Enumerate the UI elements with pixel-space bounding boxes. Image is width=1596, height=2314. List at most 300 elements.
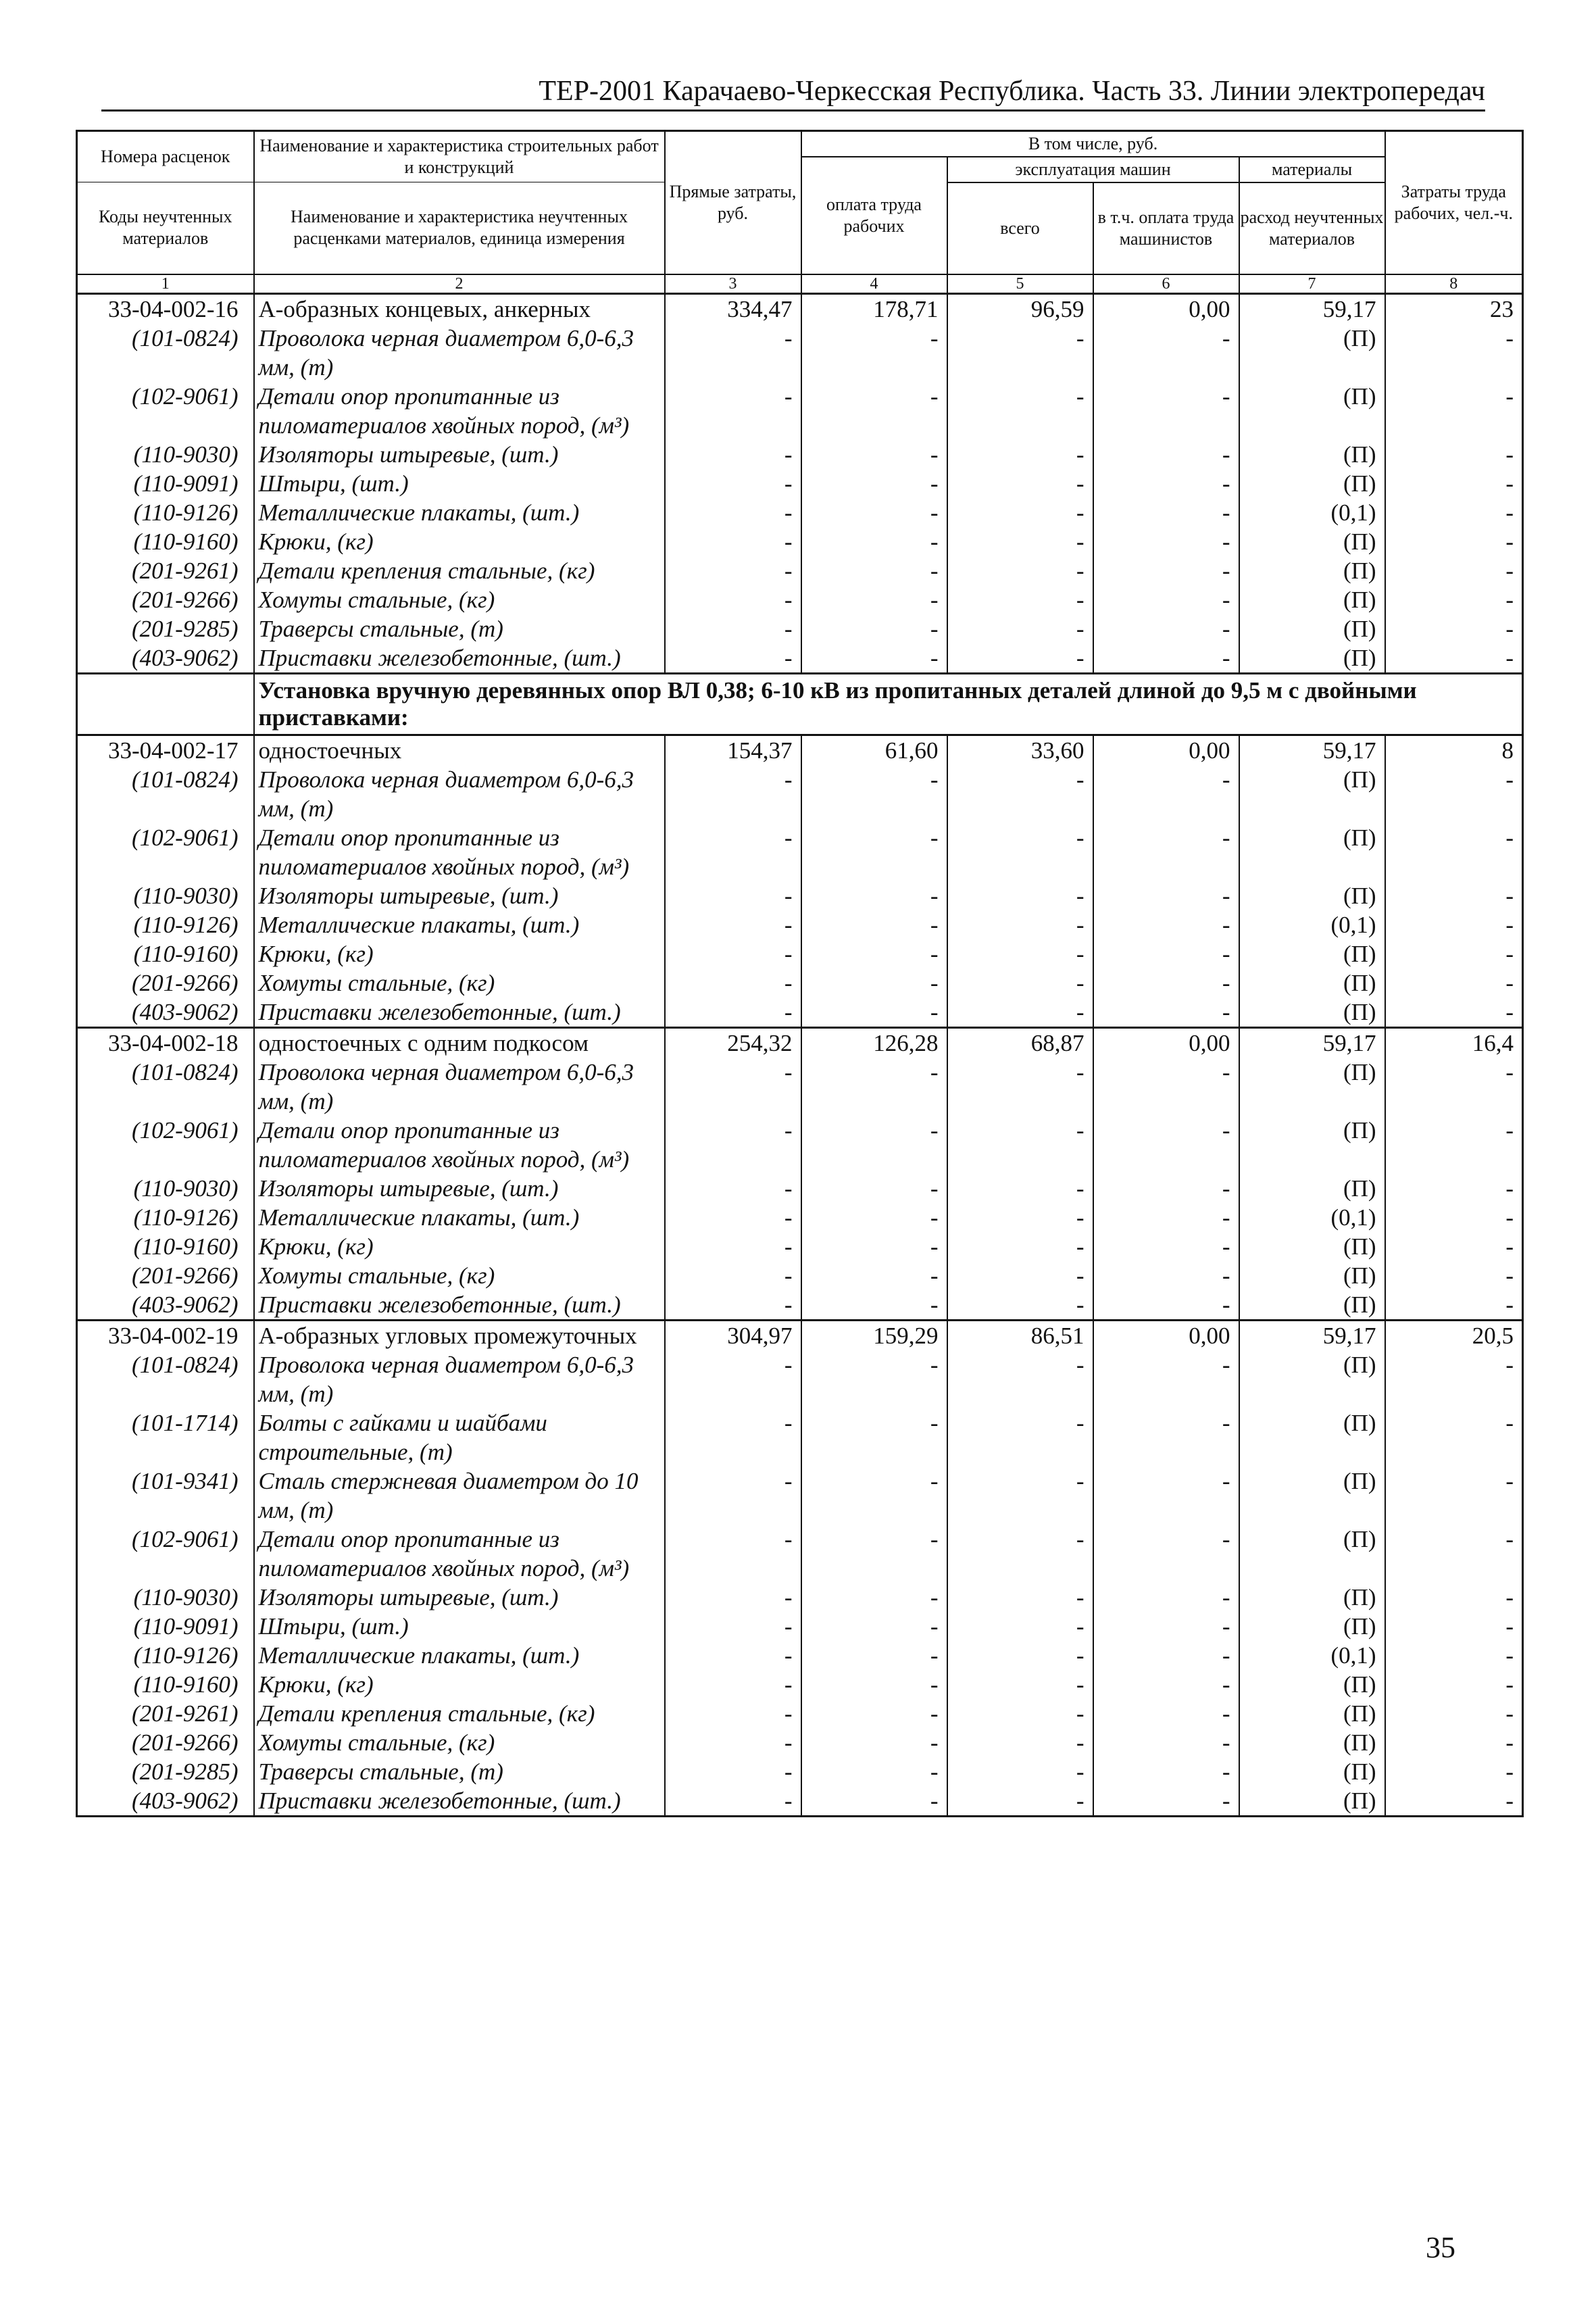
materials-value: (П) xyxy=(1239,881,1385,910)
header-name-bottom: Наименование и характеристика неучтенных расценками материалов, единица измерения xyxy=(254,182,665,274)
labor-pay: - xyxy=(801,527,947,556)
row-code: (101-0824) xyxy=(77,324,254,382)
direct-cost: - xyxy=(665,1786,801,1817)
direct-cost: - xyxy=(665,1116,801,1174)
row-name: А-образных угловых промежуточных xyxy=(254,1320,665,1350)
row-code: (110-9030) xyxy=(77,1583,254,1612)
machinists-pay: 0,00 xyxy=(1093,293,1239,324)
machinists-pay: - xyxy=(1093,614,1239,643)
material-row xyxy=(77,1699,1523,1728)
row-name: Детали опор пропитанные из пиломатериалов хвойных пород, (м³) xyxy=(254,823,665,881)
header-codes-top: Номера расценок xyxy=(77,131,254,182)
header-machines: эксплуатация машин xyxy=(947,157,1239,182)
column-number: 4 xyxy=(801,274,947,294)
material-row xyxy=(77,1583,1523,1612)
materials-value: (П) xyxy=(1239,382,1385,440)
machinists-pay: 0,00 xyxy=(1093,1320,1239,1350)
machinists-pay: - xyxy=(1093,1116,1239,1174)
machinists-pay: - xyxy=(1093,998,1239,1028)
row-name: Металлические плакаты, (шт.) xyxy=(254,910,665,939)
row-name: Приставки железобетонные, (шт.) xyxy=(254,998,665,1028)
labor-pay: 61,60 xyxy=(801,735,947,765)
row-code: (403-9062) xyxy=(77,643,254,674)
row-code: (110-9126) xyxy=(77,910,254,939)
labor-hours: - xyxy=(1505,1351,1514,1378)
row-code: (110-9160) xyxy=(77,1232,254,1261)
labor-hours: - xyxy=(1505,1204,1514,1231)
direct-cost: - xyxy=(665,585,801,614)
direct-cost: - xyxy=(665,1467,801,1525)
labor-pay: - xyxy=(801,1728,947,1757)
labor-pay: - xyxy=(801,498,947,527)
machines-total: - xyxy=(947,527,1093,556)
labor-pay: - xyxy=(801,1232,947,1261)
material-row xyxy=(77,1116,1523,1174)
labor-hours: - xyxy=(1505,383,1514,410)
machinists-pay: - xyxy=(1093,382,1239,440)
machines-total: - xyxy=(947,939,1093,968)
machines-total: - xyxy=(947,968,1093,998)
labor-hours: - xyxy=(1505,824,1514,851)
row-name: Крюки, (кг) xyxy=(254,1232,665,1261)
materials-value: 59,17 xyxy=(1239,1320,1385,1350)
rate-row xyxy=(77,1027,1523,1058)
materials-value: (П) xyxy=(1239,324,1385,382)
row-code: (110-9030) xyxy=(77,440,254,469)
machines-total: - xyxy=(947,614,1093,643)
machines-total: 86,51 xyxy=(947,1320,1093,1350)
row-code: 33-04-002-18 xyxy=(77,1027,254,1058)
labor-pay: - xyxy=(801,1116,947,1174)
machinists-pay: - xyxy=(1093,527,1239,556)
material-row xyxy=(77,556,1523,585)
direct-cost: - xyxy=(665,440,801,469)
machines-total: - xyxy=(947,643,1093,674)
row-name: А-образных концевых, анкерных xyxy=(254,293,665,324)
row-name: Хомуты стальные, (кг) xyxy=(254,585,665,614)
row-code: (201-9285) xyxy=(77,614,254,643)
machines-total: - xyxy=(947,1408,1093,1467)
machines-total: - xyxy=(947,1232,1093,1261)
material-row xyxy=(77,1174,1523,1203)
materials-value: (П) xyxy=(1239,1583,1385,1612)
row-name: Траверсы стальные, (т) xyxy=(254,614,665,643)
machines-total: - xyxy=(947,765,1093,823)
machines-total: - xyxy=(947,1058,1093,1116)
material-row xyxy=(77,324,1523,382)
row-name: Крюки, (кг) xyxy=(254,1670,665,1699)
machinists-pay: - xyxy=(1093,1641,1239,1670)
column-number: 3 xyxy=(665,274,801,294)
machines-total: 68,87 xyxy=(947,1027,1093,1058)
row-code: (110-9126) xyxy=(77,498,254,527)
machines-total: - xyxy=(947,1641,1093,1670)
table-header xyxy=(77,131,1523,294)
machines-total: - xyxy=(947,1612,1093,1641)
materials-value: (П) xyxy=(1239,614,1385,643)
row-name: Детали опор пропитанные из пиломатериалов хвойных пород, (м³) xyxy=(254,382,665,440)
labor-hours: - xyxy=(1505,1758,1514,1785)
material-row xyxy=(77,968,1523,998)
page-header: ТЕР-2001 Карачаево-Черкесская Республика. Часть 33. Линии электропередач xyxy=(101,76,1485,112)
materials-value: (П) xyxy=(1239,1699,1385,1728)
labor-pay: - xyxy=(801,1467,947,1525)
material-row xyxy=(77,1757,1523,1786)
direct-cost: - xyxy=(665,765,801,823)
row-name: Детали опор пропитанные из пиломатериалов хвойных пород, (м³) xyxy=(254,1116,665,1174)
machines-total: - xyxy=(947,1525,1093,1583)
row-code: (403-9062) xyxy=(77,1290,254,1321)
labor-pay: 178,71 xyxy=(801,293,947,324)
labor-hours: - xyxy=(1385,998,1523,1028)
material-row xyxy=(77,585,1523,614)
labor-hours: - xyxy=(1505,1671,1514,1698)
labor-pay: - xyxy=(801,614,947,643)
header-machinists-pay: в т.ч. оплата труда машинистов xyxy=(1093,182,1239,274)
row-name: Металлические плакаты, (шт.) xyxy=(254,498,665,527)
section-heading: Установка вручную деревянных опор ВЛ 0,38; 6-10 кВ из пропитанных деталей длиной до 9,5 м с двойными приставками: xyxy=(254,673,1523,735)
row-name: Хомуты стальные, (кг) xyxy=(254,968,665,998)
materials-value: (П) xyxy=(1239,1290,1385,1321)
direct-cost: - xyxy=(665,1058,801,1116)
machinists-pay: - xyxy=(1093,324,1239,382)
labor-hours: - xyxy=(1505,1175,1514,1202)
machines-total: - xyxy=(947,998,1093,1028)
material-row xyxy=(77,1350,1523,1408)
labor-hours: 20,5 xyxy=(1472,1322,1514,1349)
labor-pay: - xyxy=(801,1670,947,1699)
materials-value: (П) xyxy=(1239,1174,1385,1203)
labor-hours: - xyxy=(1505,1058,1514,1085)
labor-hours: - xyxy=(1505,1613,1514,1640)
machinists-pay: - xyxy=(1093,498,1239,527)
labor-pay: - xyxy=(801,765,947,823)
row-name: Хомуты стальные, (кг) xyxy=(254,1728,665,1757)
labor-pay: - xyxy=(801,1699,947,1728)
direct-cost: 254,32 xyxy=(665,1027,801,1058)
row-code: (403-9062) xyxy=(77,998,254,1028)
row-code: (110-9030) xyxy=(77,881,254,910)
direct-cost: - xyxy=(665,1699,801,1728)
row-code: (201-9261) xyxy=(77,1699,254,1728)
material-row xyxy=(77,1408,1523,1467)
row-name: Изоляторы штыревые, (шт.) xyxy=(254,440,665,469)
machines-total: - xyxy=(947,1786,1093,1817)
labor-pay: - xyxy=(801,1757,947,1786)
labor-pay: - xyxy=(801,823,947,881)
row-name: одностоечных с одним подкосом xyxy=(254,1027,665,1058)
material-row xyxy=(77,1728,1523,1757)
machines-total: - xyxy=(947,910,1093,939)
labor-pay: - xyxy=(801,1058,947,1116)
row-name: Траверсы стальные, (т) xyxy=(254,1757,665,1786)
header-name-top: Наименование и характеристика строительных работ и конструкций xyxy=(254,131,665,182)
labor-hours: - xyxy=(1505,528,1514,555)
machinists-pay: - xyxy=(1093,910,1239,939)
materials-value: (П) xyxy=(1239,1757,1385,1786)
labor-hours: - xyxy=(1505,766,1514,793)
direct-cost: - xyxy=(665,1290,801,1321)
direct-cost: 304,97 xyxy=(665,1320,801,1350)
labor-pay: - xyxy=(801,585,947,614)
direct-cost: - xyxy=(665,1203,801,1232)
direct-cost: - xyxy=(665,1641,801,1670)
row-code: (101-0824) xyxy=(77,765,254,823)
material-row xyxy=(77,382,1523,440)
row-code: 33-04-002-17 xyxy=(77,735,254,765)
machinists-pay: - xyxy=(1093,1203,1239,1232)
row-code: (102-9061) xyxy=(77,382,254,440)
machines-total: - xyxy=(947,469,1093,498)
labor-pay: - xyxy=(801,1408,947,1467)
rate-row xyxy=(77,735,1523,765)
machinists-pay: - xyxy=(1093,1728,1239,1757)
materials-value: (П) xyxy=(1239,643,1385,674)
labor-pay: - xyxy=(801,1203,947,1232)
materials-value: (П) xyxy=(1239,1670,1385,1699)
machinists-pay: - xyxy=(1093,939,1239,968)
column-number: 8 xyxy=(1385,274,1523,294)
materials-value: (0,1) xyxy=(1239,910,1385,939)
direct-cost: - xyxy=(665,382,801,440)
machinists-pay: - xyxy=(1093,1261,1239,1290)
labor-pay: - xyxy=(801,556,947,585)
row-name: Приставки железобетонные, (шт.) xyxy=(254,1290,665,1321)
material-row xyxy=(77,1525,1523,1583)
labor-hours: - xyxy=(1505,1642,1514,1669)
header-materials-sub: расход неучтенных материалов xyxy=(1239,182,1385,274)
material-row xyxy=(77,1670,1523,1699)
labor-hours: 23 xyxy=(1490,295,1514,322)
row-name: Детали крепления стальные, (кг) xyxy=(254,1699,665,1728)
labor-pay: - xyxy=(801,939,947,968)
materials-value: (П) xyxy=(1239,1261,1385,1290)
direct-cost: - xyxy=(665,910,801,939)
row-code: 33-04-002-19 xyxy=(77,1320,254,1350)
machines-total: - xyxy=(947,1290,1093,1321)
row-code: (201-9266) xyxy=(77,1728,254,1757)
labor-hours: - xyxy=(1505,882,1514,909)
direct-cost: - xyxy=(665,643,801,674)
labor-hours: - xyxy=(1505,615,1514,642)
row-code: (110-9160) xyxy=(77,939,254,968)
row-code: (110-9160) xyxy=(77,1670,254,1699)
materials-value: (П) xyxy=(1239,556,1385,585)
direct-cost: - xyxy=(665,1232,801,1261)
row-code: (101-9341) xyxy=(77,1467,254,1525)
rates-table xyxy=(76,130,1524,1817)
header-machines-total: всего xyxy=(947,182,1093,274)
labor-hours: - xyxy=(1505,1262,1514,1289)
direct-cost: - xyxy=(665,556,801,585)
header-labor-pay: оплата труда рабочих xyxy=(801,157,947,274)
labor-pay: - xyxy=(801,1261,947,1290)
machinists-pay: - xyxy=(1093,1786,1239,1817)
row-name: Болты с гайками и шайбами строительные, (т) xyxy=(254,1408,665,1467)
machinists-pay: - xyxy=(1093,968,1239,998)
row-name: Детали опор пропитанные из пиломатериалов хвойных пород, (м³) xyxy=(254,1525,665,1583)
machines-total: - xyxy=(947,498,1093,527)
column-number: 1 xyxy=(77,274,254,294)
labor-hours: - xyxy=(1385,1786,1523,1817)
row-name: Проволока черная диаметром 6,0-6,3 мм, (т) xyxy=(254,324,665,382)
header-direct: Прямые затраты, руб. xyxy=(665,131,801,274)
row-code: (201-9266) xyxy=(77,968,254,998)
machines-total: - xyxy=(947,1757,1093,1786)
material-row xyxy=(77,614,1523,643)
materials-value: (П) xyxy=(1239,527,1385,556)
direct-cost: - xyxy=(665,614,801,643)
row-code: 33-04-002-16 xyxy=(77,293,254,324)
row-name: Крюки, (кг) xyxy=(254,527,665,556)
materials-value: (П) xyxy=(1239,998,1385,1028)
materials-value: (П) xyxy=(1239,585,1385,614)
machines-total: - xyxy=(947,1583,1093,1612)
labor-pay: 159,29 xyxy=(801,1320,947,1350)
machines-total: - xyxy=(947,1261,1093,1290)
row-code: (110-9126) xyxy=(77,1203,254,1232)
row-code: (101-0824) xyxy=(77,1350,254,1408)
direct-cost: - xyxy=(665,823,801,881)
labor-pay: - xyxy=(801,1525,947,1583)
materials-value: (П) xyxy=(1239,440,1385,469)
materials-value: (0,1) xyxy=(1239,1641,1385,1670)
column-number: 6 xyxy=(1093,274,1239,294)
row-name: Проволока черная диаметром 6,0-6,3 мм, (т) xyxy=(254,765,665,823)
row-name: Изоляторы штыревые, (шт.) xyxy=(254,1174,665,1203)
row-name: Изоляторы штыревые, (шт.) xyxy=(254,1583,665,1612)
row-name: одностоечных xyxy=(254,735,665,765)
machinists-pay: - xyxy=(1093,585,1239,614)
materials-value: (П) xyxy=(1239,1786,1385,1817)
rate-row xyxy=(77,1320,1523,1350)
material-row xyxy=(77,1290,1523,1321)
labor-hours: - xyxy=(1505,557,1514,584)
materials-value: (П) xyxy=(1239,1350,1385,1408)
labor-hours: - xyxy=(1505,940,1514,967)
row-name: Изоляторы штыревые, (шт.) xyxy=(254,881,665,910)
materials-value: (П) xyxy=(1239,968,1385,998)
machinists-pay: - xyxy=(1093,556,1239,585)
materials-value: (П) xyxy=(1239,469,1385,498)
row-name: Проволока черная диаметром 6,0-6,3 мм, (т) xyxy=(254,1058,665,1116)
labor-hours: - xyxy=(1505,1233,1514,1260)
labor-hours: - xyxy=(1505,1467,1514,1494)
material-row xyxy=(77,1786,1523,1817)
machines-total: - xyxy=(947,440,1093,469)
row-code: (102-9061) xyxy=(77,1525,254,1583)
materials-value: (П) xyxy=(1239,765,1385,823)
row-name: Штыри, (шт.) xyxy=(254,469,665,498)
materials-value: (П) xyxy=(1239,823,1385,881)
labor-hours: - xyxy=(1505,911,1514,938)
machinists-pay: - xyxy=(1093,1612,1239,1641)
row-name: Штыри, (шт.) xyxy=(254,1612,665,1641)
material-row xyxy=(77,498,1523,527)
labor-pay: - xyxy=(801,1174,947,1203)
machinists-pay: 0,00 xyxy=(1093,1027,1239,1058)
material-row xyxy=(77,823,1523,881)
labor-hours: - xyxy=(1385,643,1523,674)
material-row xyxy=(77,910,1523,939)
row-name: Металлические плакаты, (шт.) xyxy=(254,1203,665,1232)
materials-value: (П) xyxy=(1239,1728,1385,1757)
row-code: (102-9061) xyxy=(77,1116,254,1174)
row-code: (102-9061) xyxy=(77,823,254,881)
machinists-pay: - xyxy=(1093,823,1239,881)
machinists-pay: 0,00 xyxy=(1093,735,1239,765)
machinists-pay: - xyxy=(1093,1467,1239,1525)
machinists-pay: - xyxy=(1093,643,1239,674)
machinists-pay: - xyxy=(1093,440,1239,469)
machinists-pay: - xyxy=(1093,1525,1239,1583)
materials-value: 59,17 xyxy=(1239,1027,1385,1058)
row-name: Хомуты стальные, (кг) xyxy=(254,1261,665,1290)
header-including: В том числе, руб. xyxy=(801,131,1385,157)
direct-cost: - xyxy=(665,968,801,998)
materials-value: (П) xyxy=(1239,1058,1385,1116)
material-row xyxy=(77,1612,1523,1641)
materials-value: 59,17 xyxy=(1239,293,1385,324)
material-row xyxy=(77,469,1523,498)
labor-pay: - xyxy=(801,1612,947,1641)
labor-hours: - xyxy=(1505,586,1514,613)
row-code: (403-9062) xyxy=(77,1786,254,1817)
machinists-pay: - xyxy=(1093,469,1239,498)
materials-value: 59,17 xyxy=(1239,735,1385,765)
direct-cost: - xyxy=(665,1757,801,1786)
machines-total: - xyxy=(947,1116,1093,1174)
header-codes-bottom: Коды неучтенных материалов xyxy=(77,182,254,274)
direct-cost: 154,37 xyxy=(665,735,801,765)
section-heading-row xyxy=(77,673,1523,735)
machines-total: - xyxy=(947,1467,1093,1525)
materials-value: (П) xyxy=(1239,1612,1385,1641)
material-row xyxy=(77,1232,1523,1261)
row-code: (201-9285) xyxy=(77,1757,254,1786)
material-row xyxy=(77,881,1523,910)
material-row xyxy=(77,1058,1523,1116)
column-number: 7 xyxy=(1239,274,1385,294)
material-row xyxy=(77,1641,1523,1670)
machinists-pay: - xyxy=(1093,1699,1239,1728)
row-name: Детали крепления стальные, (кг) xyxy=(254,556,665,585)
row-name: Проволока черная диаметром 6,0-6,3 мм, (т) xyxy=(254,1350,665,1408)
row-code: (201-9266) xyxy=(77,1261,254,1290)
machinists-pay: - xyxy=(1093,1174,1239,1203)
machines-total: - xyxy=(947,1728,1093,1757)
row-code: (110-9160) xyxy=(77,527,254,556)
machines-total: - xyxy=(947,1699,1093,1728)
row-name: Сталь стержневая диаметром до 10 мм, (т) xyxy=(254,1467,665,1525)
material-row xyxy=(77,643,1523,674)
material-row xyxy=(77,1467,1523,1525)
row-code: (110-9091) xyxy=(77,469,254,498)
materials-value: (П) xyxy=(1239,939,1385,968)
material-row xyxy=(77,1261,1523,1290)
labor-hours: - xyxy=(1505,1525,1514,1552)
material-row xyxy=(77,939,1523,968)
direct-cost: - xyxy=(665,1728,801,1757)
labor-hours: - xyxy=(1505,470,1514,497)
labor-pay: - xyxy=(801,382,947,440)
machines-total: - xyxy=(947,881,1093,910)
direct-cost: - xyxy=(665,1174,801,1203)
labor-pay: - xyxy=(801,881,947,910)
labor-pay: - xyxy=(801,910,947,939)
column-numbers-row xyxy=(77,274,1523,294)
labor-pay: - xyxy=(801,440,947,469)
